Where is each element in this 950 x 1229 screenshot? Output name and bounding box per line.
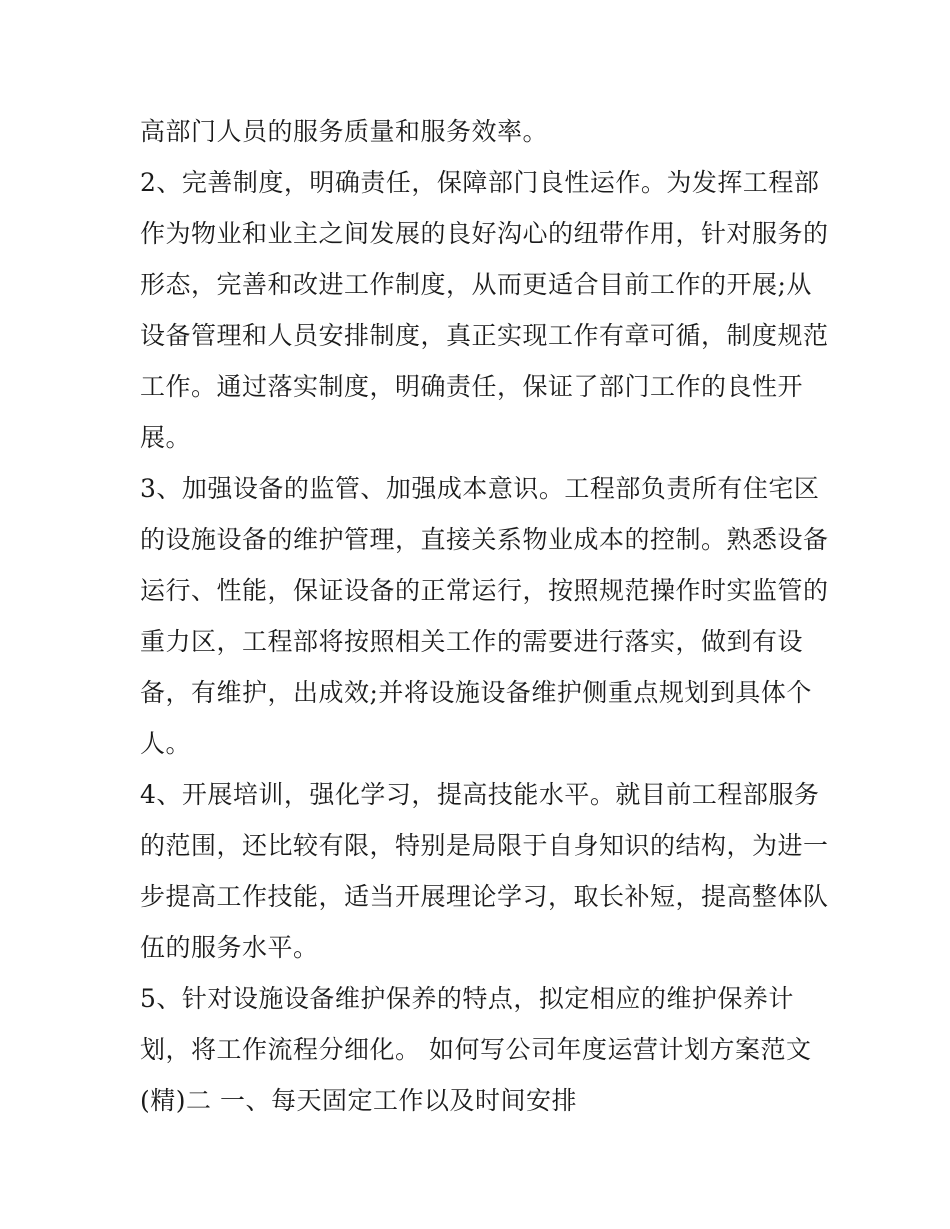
text-line: 重力区，工程部将按照相关工作的需要进行落实，做到有设 (140, 627, 804, 656)
text-line: 人。 (140, 729, 192, 758)
text-line: 设备管理和人员安排制度，真正实现工作有章可循，制度规范 (140, 321, 829, 350)
document-body (140, 106, 829, 1126)
text-line: 的范围，还比较有限，特别是局限于自身知识的结构，为进一 (140, 831, 829, 860)
text-line: 5、针对设施设备维护保养的特点，拟定相应的维护保养计 (140, 984, 794, 1013)
text-line: 展。 (140, 423, 192, 452)
text-line: 划，将工作流程分细化。 如何写公司年度运营计划方案范文 (140, 1035, 812, 1064)
text-line: 步提高工作技能，适当开展理论学习，取长补短，提高整体队 (140, 882, 829, 911)
text-line: 2、完善制度，明确责任，保障部门良性运作。为发挥工程部 (140, 168, 820, 197)
text-line: 形态，完善和改进工作制度，从而更适合目前工作的开展;从 (140, 270, 812, 299)
text-line: (精)二 一、每天固定工作以及时间安排 (140, 1086, 577, 1115)
text-line: 备，有维护，出成效;并将设施设备维护侧重点规划到具体个 (140, 678, 812, 707)
text-line: 4、开展培训，强化学习，提高技能水平。就目前工程部服务 (140, 780, 820, 809)
text-line: 高部门人员的服务质量和服务效率。 (140, 117, 549, 146)
text-line: 作为物业和业主之间发展的良好沟心的纽带作用，针对服务的 (140, 219, 829, 248)
text-line: 3、加强设备的监管、加强成本意识。工程部负责所有住宅区 (140, 474, 820, 503)
text-line: 工作。通过落实制度，明确责任，保证了部门工作的良性开 (140, 372, 804, 401)
text-line: 的设施设备的维护管理，直接关系物业成本的控制。熟悉设备 (140, 525, 829, 554)
text-line: 伍的服务水平。 (140, 933, 319, 962)
text-line: 运行、性能，保证设备的正常运行，按照规范操作时实监管的 (140, 576, 829, 605)
